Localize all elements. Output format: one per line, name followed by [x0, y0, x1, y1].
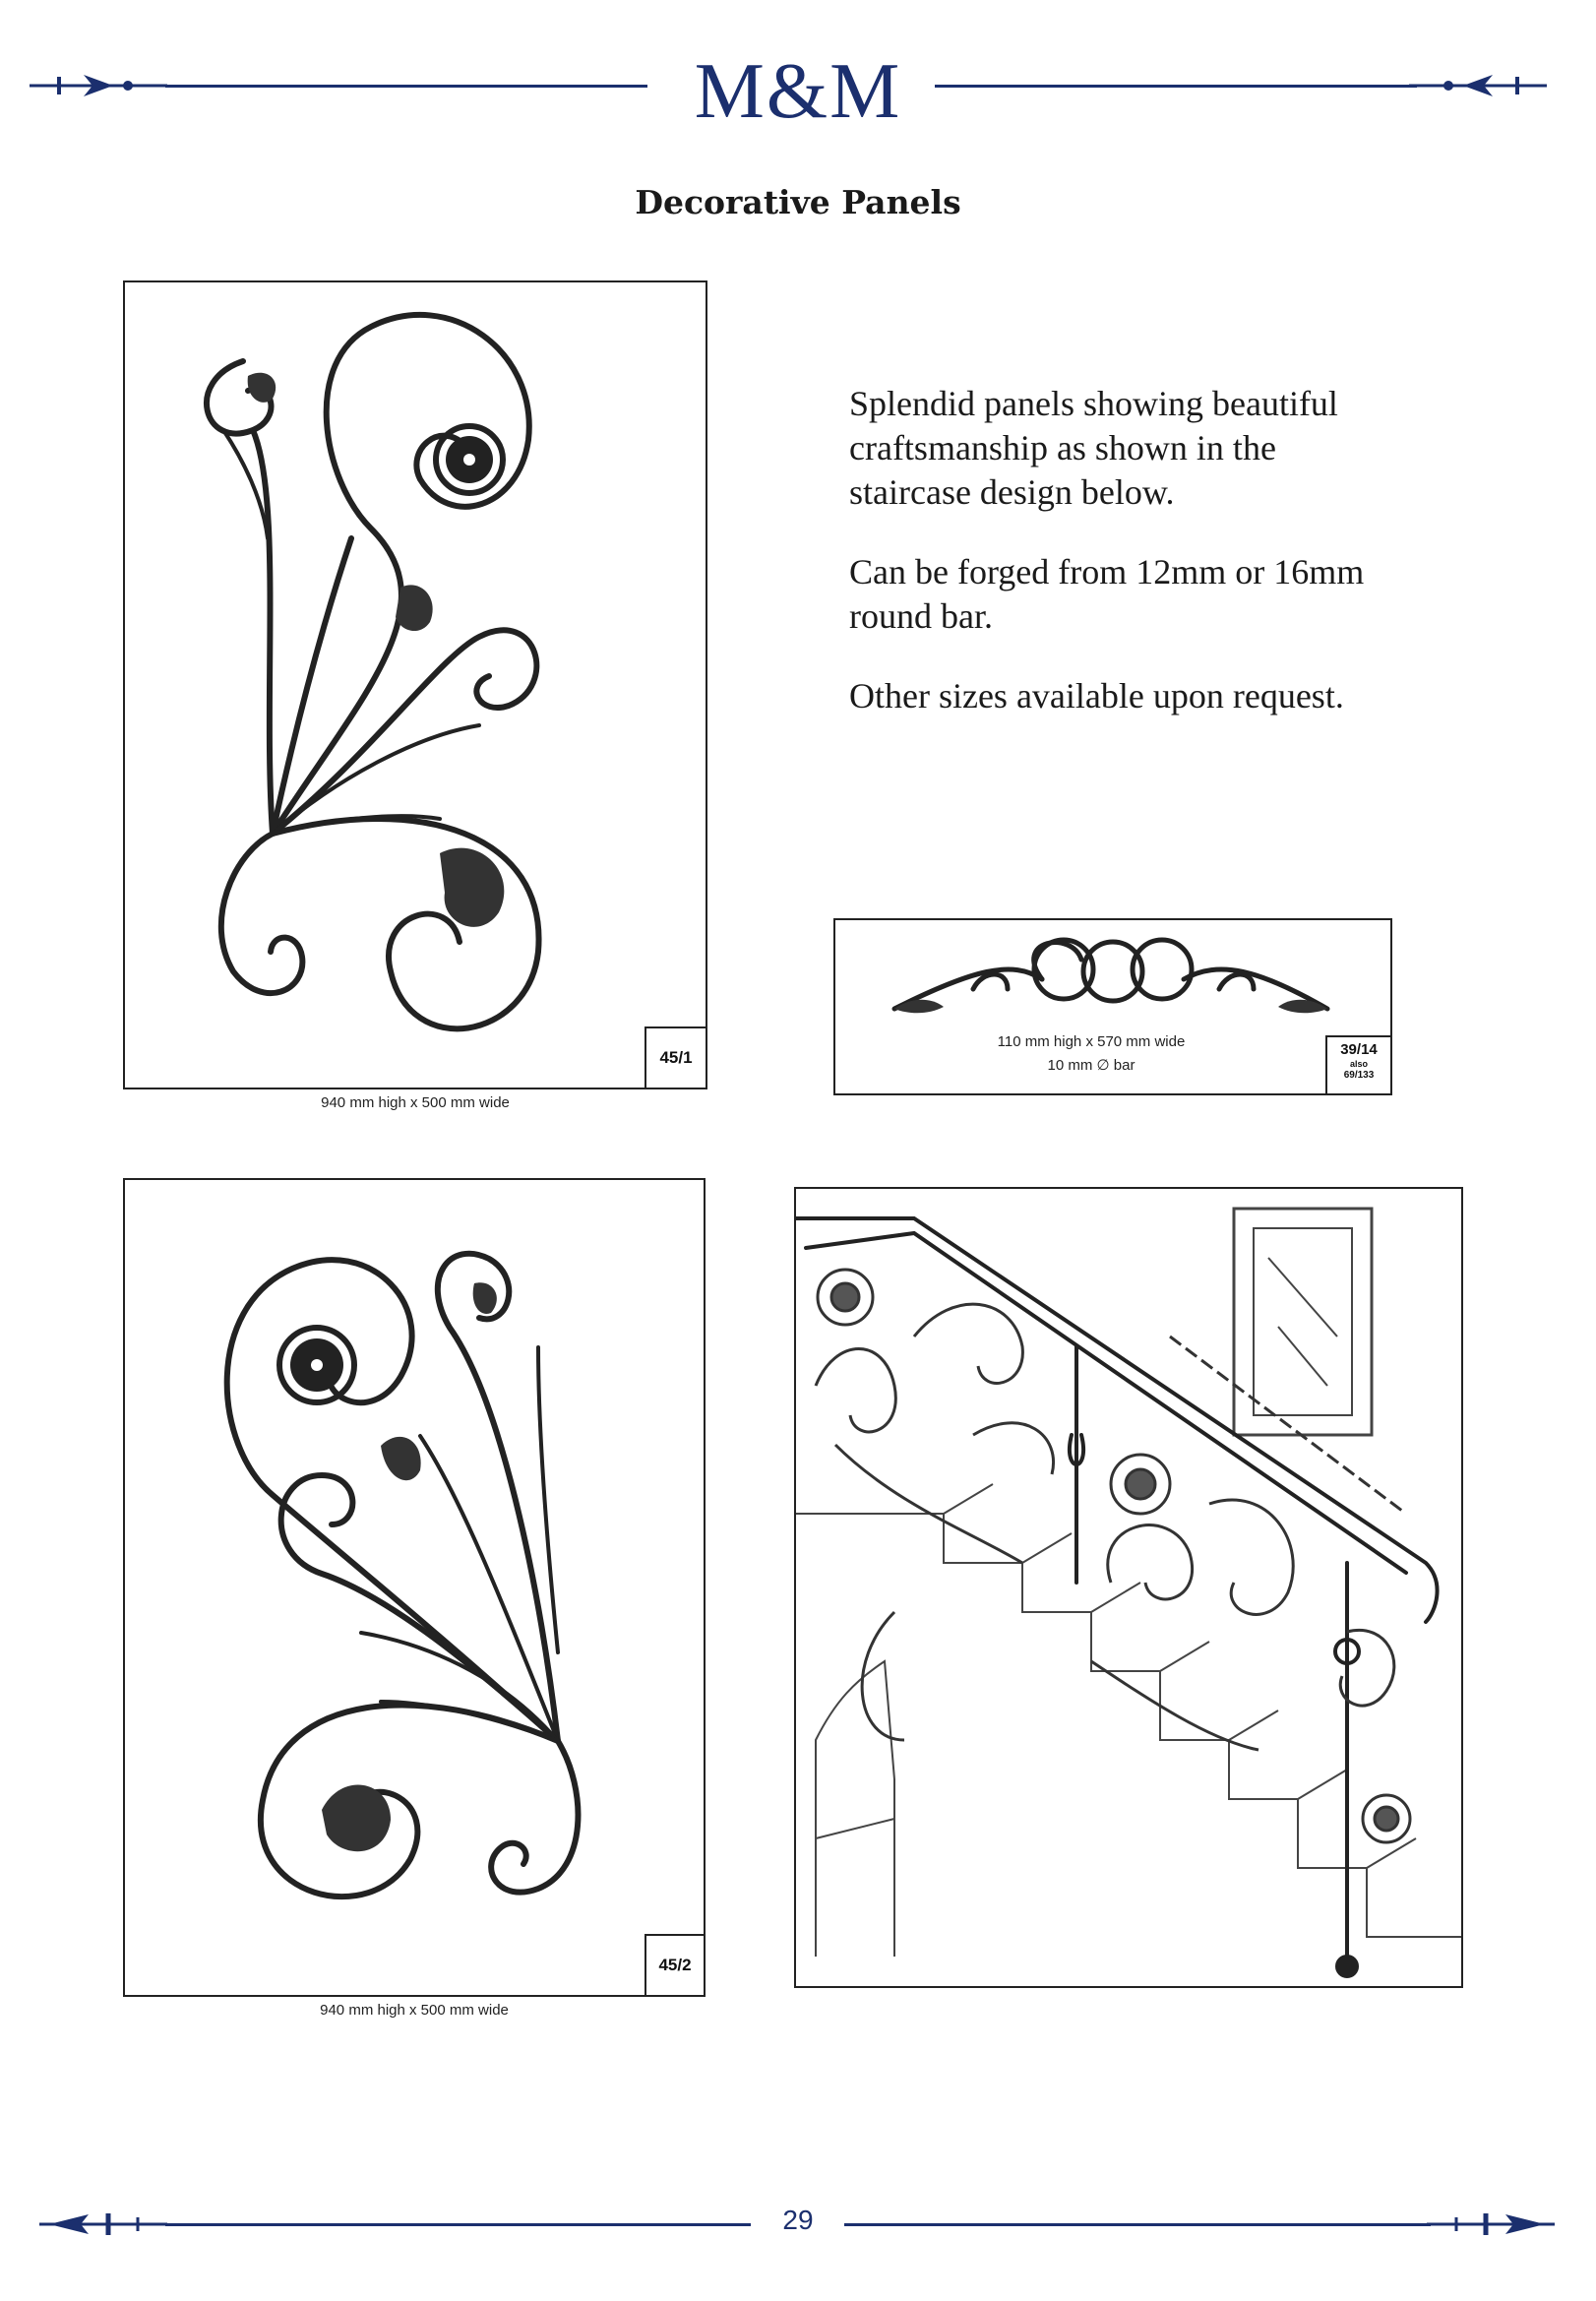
arrow-ornament-left-icon — [39, 2209, 167, 2239]
arrow-ornament-right-icon — [1409, 71, 1547, 100]
panel-code-label: 45/1 — [659, 1048, 693, 1067]
topper-code-alt: 69/133 — [1343, 1070, 1375, 1081]
topper-39-14-frame — [833, 918, 1392, 1095]
description — [849, 382, 1400, 754]
staircase-illustration-frame — [794, 1187, 1463, 1988]
panel-code-45-1 — [645, 1026, 707, 1089]
topper-bar: 10 mm ∅ bar — [1047, 1057, 1136, 1074]
scrollwork-panel-45-1 — [125, 282, 706, 1088]
description-paragraph-2: Can be forged from 12mm or 16mm round bar. — [849, 552, 1365, 636]
description-paragraph-1: Splendid panels showing beautiful craftsmanship as shown in the staircase design below. — [849, 384, 1338, 512]
brand-logo: M&M — [694, 48, 902, 135]
panel-caption-45-1: 940 mm high x 500 mm wide — [321, 1094, 510, 1111]
panel-caption-45-2: 940 mm high x 500 mm wide — [320, 2002, 509, 2019]
arrow-ornament-right-icon — [1427, 2209, 1555, 2239]
scrollwork-panel-45-2 — [125, 1180, 704, 1995]
header-rule-right — [935, 85, 1417, 88]
topper-code-box — [1325, 1035, 1392, 1095]
page-title: Decorative Panels — [635, 183, 961, 221]
scrollwork-topper — [835, 920, 1390, 1019]
page-number: 29 — [782, 2205, 814, 2235]
panel-code-label: 45/2 — [658, 1956, 692, 1974]
topper-code-also: also — [1349, 1059, 1368, 1069]
description-paragraph-3: Other sizes available upon request. — [849, 676, 1344, 715]
panel-45-2-frame — [123, 1178, 706, 1997]
topper-size: 110 mm high x 570 mm wide — [997, 1033, 1186, 1050]
staircase-illustration — [796, 1189, 1461, 1986]
footer-rule-left — [165, 2223, 751, 2226]
topper-code: 39/14 — [1340, 1041, 1378, 1058]
panel-code-45-2 — [645, 1934, 706, 1997]
panel-45-1-frame — [123, 280, 707, 1089]
footer-rule-right — [844, 2223, 1431, 2226]
